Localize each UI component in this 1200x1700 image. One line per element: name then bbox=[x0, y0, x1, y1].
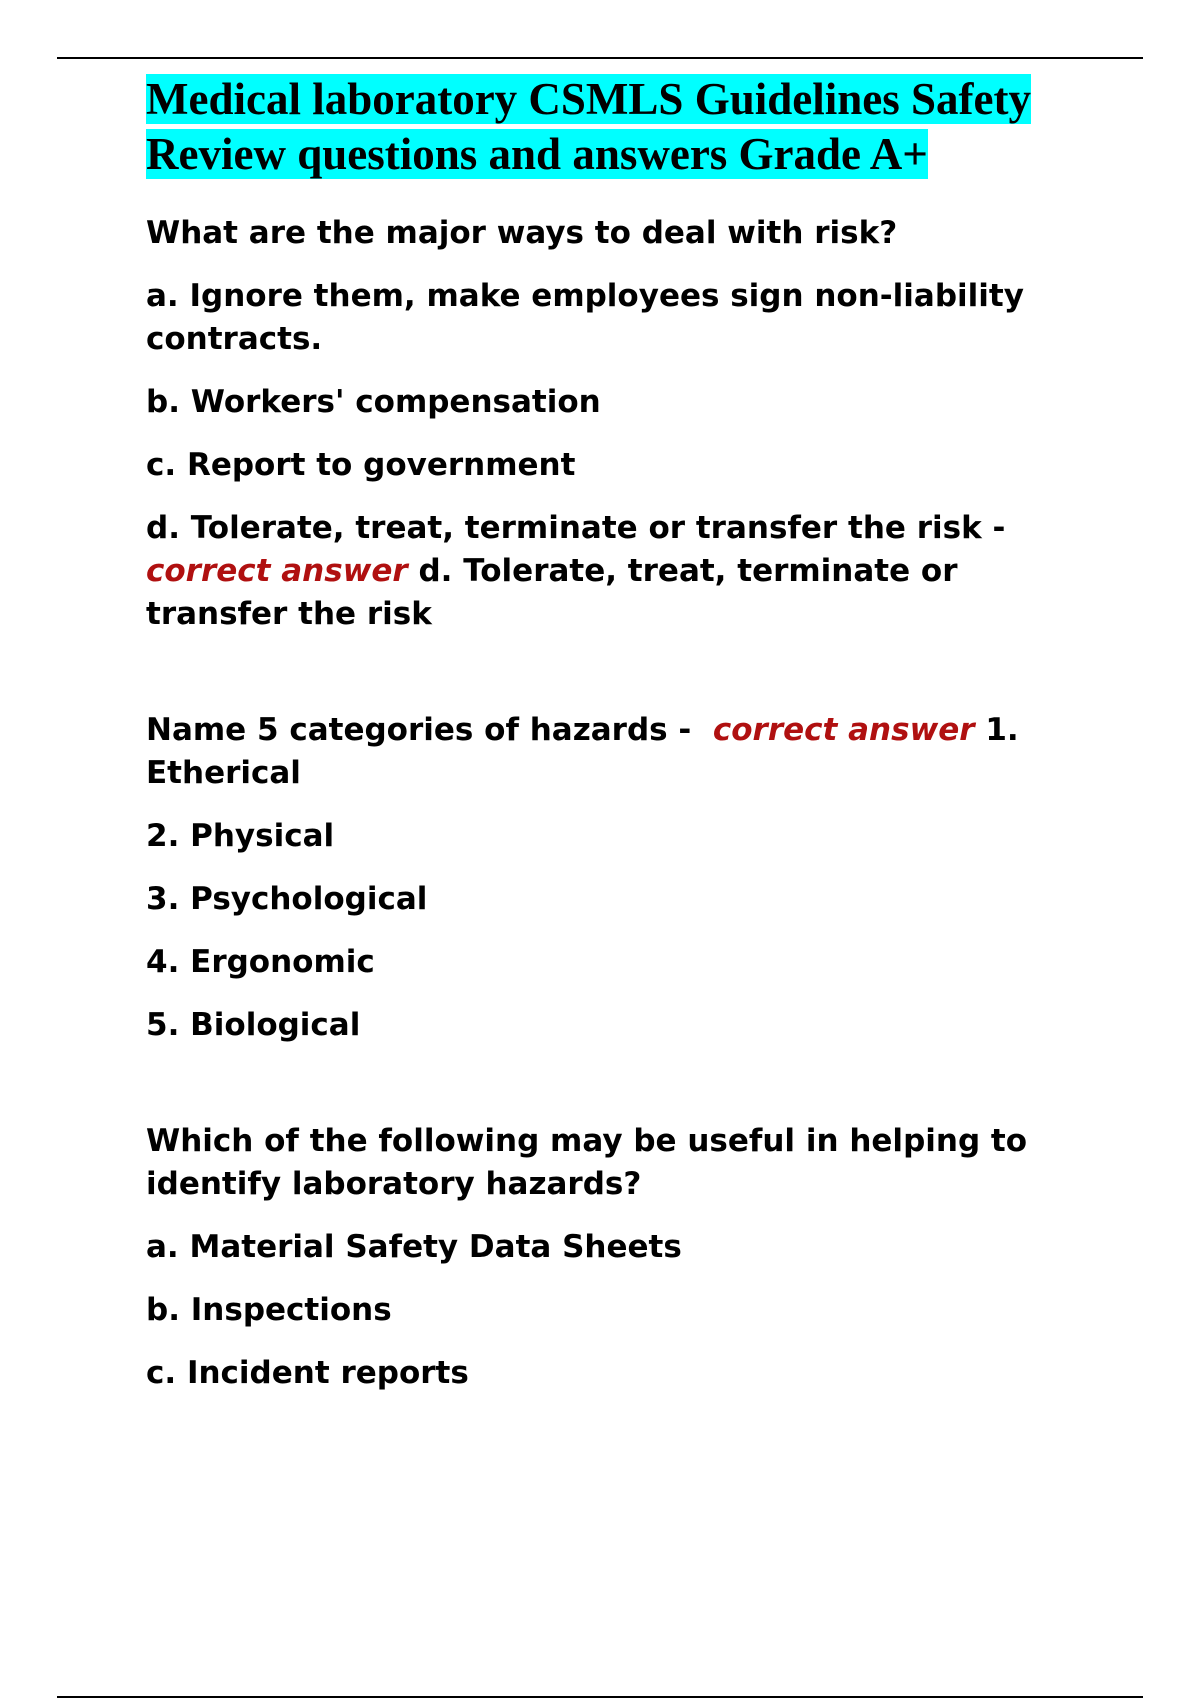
q2-item-2: 2. Physical bbox=[146, 818, 335, 854]
q2-item-4: 4. Ergonomic bbox=[146, 944, 375, 980]
q1-question: What are the major ways to deal with risk? bbox=[146, 215, 898, 251]
q3-option-a: a. Material Safety Data Sheets bbox=[146, 1229, 682, 1265]
title-highlight: Medical laboratory CSMLS Guidelines Safety Review questions and answers Grade A+ bbox=[146, 74, 1031, 179]
q3-option-c: c. Incident reports bbox=[146, 1355, 469, 1391]
q1-correct-answer-label: correct answer bbox=[146, 553, 408, 589]
q1-option-a: a. Ignore them, make employees sign non-liability contracts. bbox=[146, 278, 1024, 357]
q1-option-d bbox=[146, 507, 1076, 636]
q1-option-c: c. Report to government bbox=[146, 447, 576, 483]
section-gap bbox=[146, 656, 1076, 709]
q2-correct-answer-label: correct answer bbox=[712, 712, 975, 748]
q2-item-5: 5. Biological bbox=[146, 1007, 361, 1043]
section-gap bbox=[146, 1067, 1076, 1120]
bottom-rule bbox=[57, 1696, 1143, 1698]
q3-question: Which of the following may be useful in helping to identify laboratory hazards? bbox=[146, 1123, 1028, 1202]
document-title bbox=[146, 72, 1076, 182]
q1-option-b: b. Workers' compensation bbox=[146, 384, 601, 420]
q2-question bbox=[146, 709, 1076, 795]
q3-option-b: b. Inspections bbox=[146, 1292, 392, 1328]
top-rule bbox=[57, 57, 1143, 59]
q1-option-d-text: d. Tolerate, treat, terminate or transfer the risk - bbox=[146, 510, 1006, 546]
q2-item-1: 1. Etherical bbox=[146, 712, 1019, 791]
q2-question-text: Name 5 categories of hazards - bbox=[146, 712, 692, 748]
q1-answer-text: d. Tolerate, treat, terminate or transfer the risk bbox=[146, 553, 958, 632]
q2-item-3: 3. Psychological bbox=[146, 881, 428, 917]
document-body bbox=[146, 72, 1076, 1415]
